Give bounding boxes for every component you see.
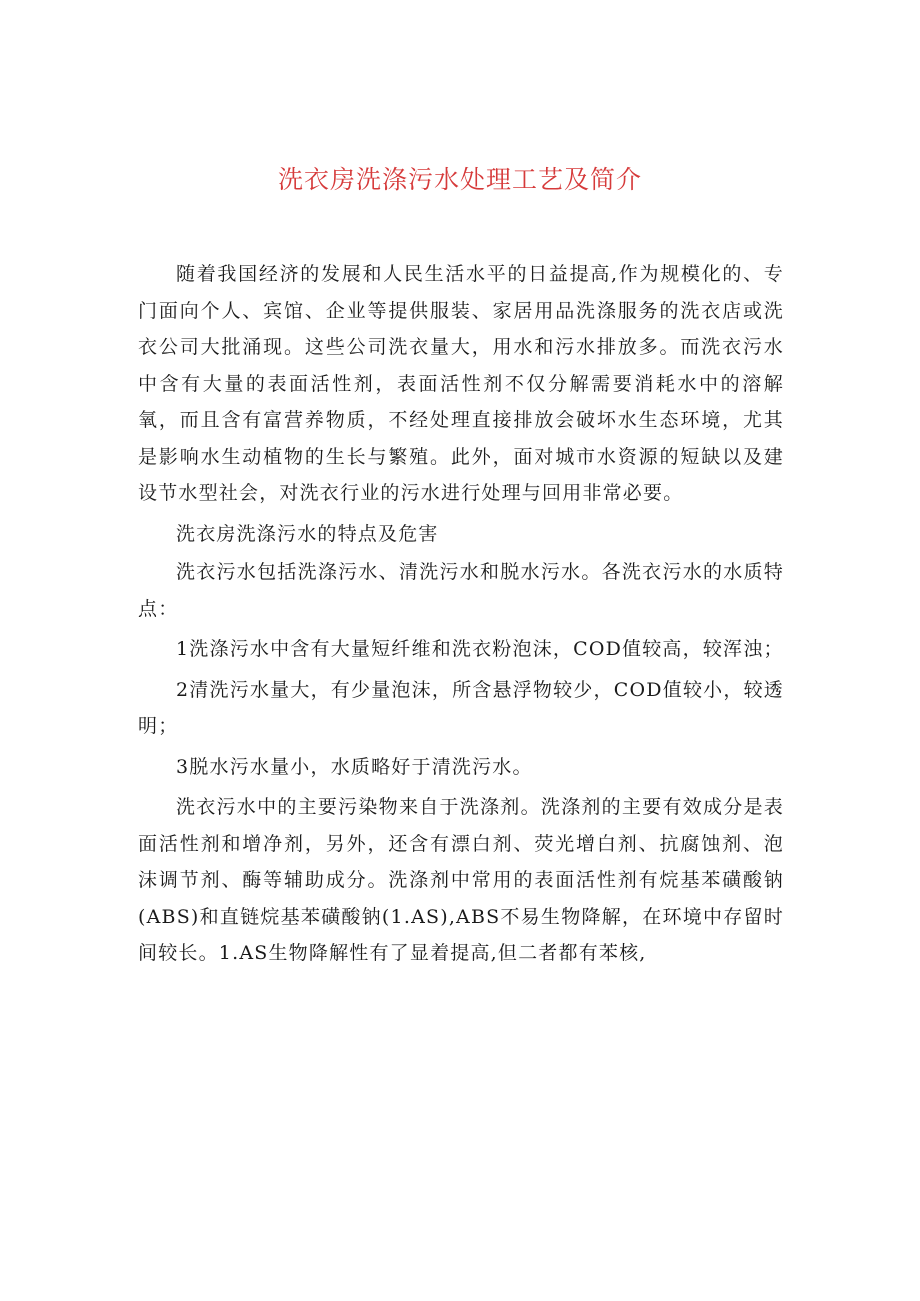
document-title: 洗衣房洗涤污水处理工艺及简介 [277,165,642,194]
list-item-rinsing-wastewater: 2清洗污水量大，有少量泡沫，所含悬浮物较少，COD值较小，较透明； [138,678,784,737]
paragraph-wastewater-types: 洗衣污水包括洗涤污水、清洗污水和脱水污水。各洗衣污水的水质特点： [138,561,784,620]
paragraph-pollutants: 洗衣污水中的主要污染物来自于洗涤剂。洗涤剂的主要有效成分是表面活性剂和增净剂，另外，还含有漂白剂、荧光增白剂、抗腐蚀剂、泡沫调节剂、酶等辅助成分。洗涤剂中常用的表面活性剂有烷基苯磺酸钠(ABS)和直链烷基苯磺酸钠(1.AS),ABS不易生物降解，在环境中存留时间较长。1.AS生物降解性有了显着提高,但二者都有苯核, [138,796,784,964]
section-heading-characteristics: 洗衣房洗涤污水的特点及危害 [176,522,439,545]
paragraph-intro: 随着我国经济的发展和人民生活水平的日益提高,作为规模化的、专门面向个人、宾馆、企业等提供服装、家居用品洗涤服务的洗衣店或洗衣公司大批涌现。这些公司洗衣量大，用水和污水排放多。而洗衣污水中含有大量的表面活性剂，表面活性剂不仅分解需要消耗水中的溶解氧，而且含有富营养物质，不经处理直接排放会破坏水生态环境，尤其是影响水生动植物的生长与繁殖。此外，面对城市水资源的短缺以及建设节水型社会，对洗衣行业的污水进行处理与回用非常必要。 [138,263,784,504]
document-body [138,256,784,976]
list-item-washing-wastewater: 1洗涤污水中含有大量短纤维和洗衣粉泡沫，COD值较高，较浑浊； [176,638,784,660]
list-item-dewatering-wastewater: 3脱水污水量小，水质略好于清洗污水。 [176,755,533,778]
